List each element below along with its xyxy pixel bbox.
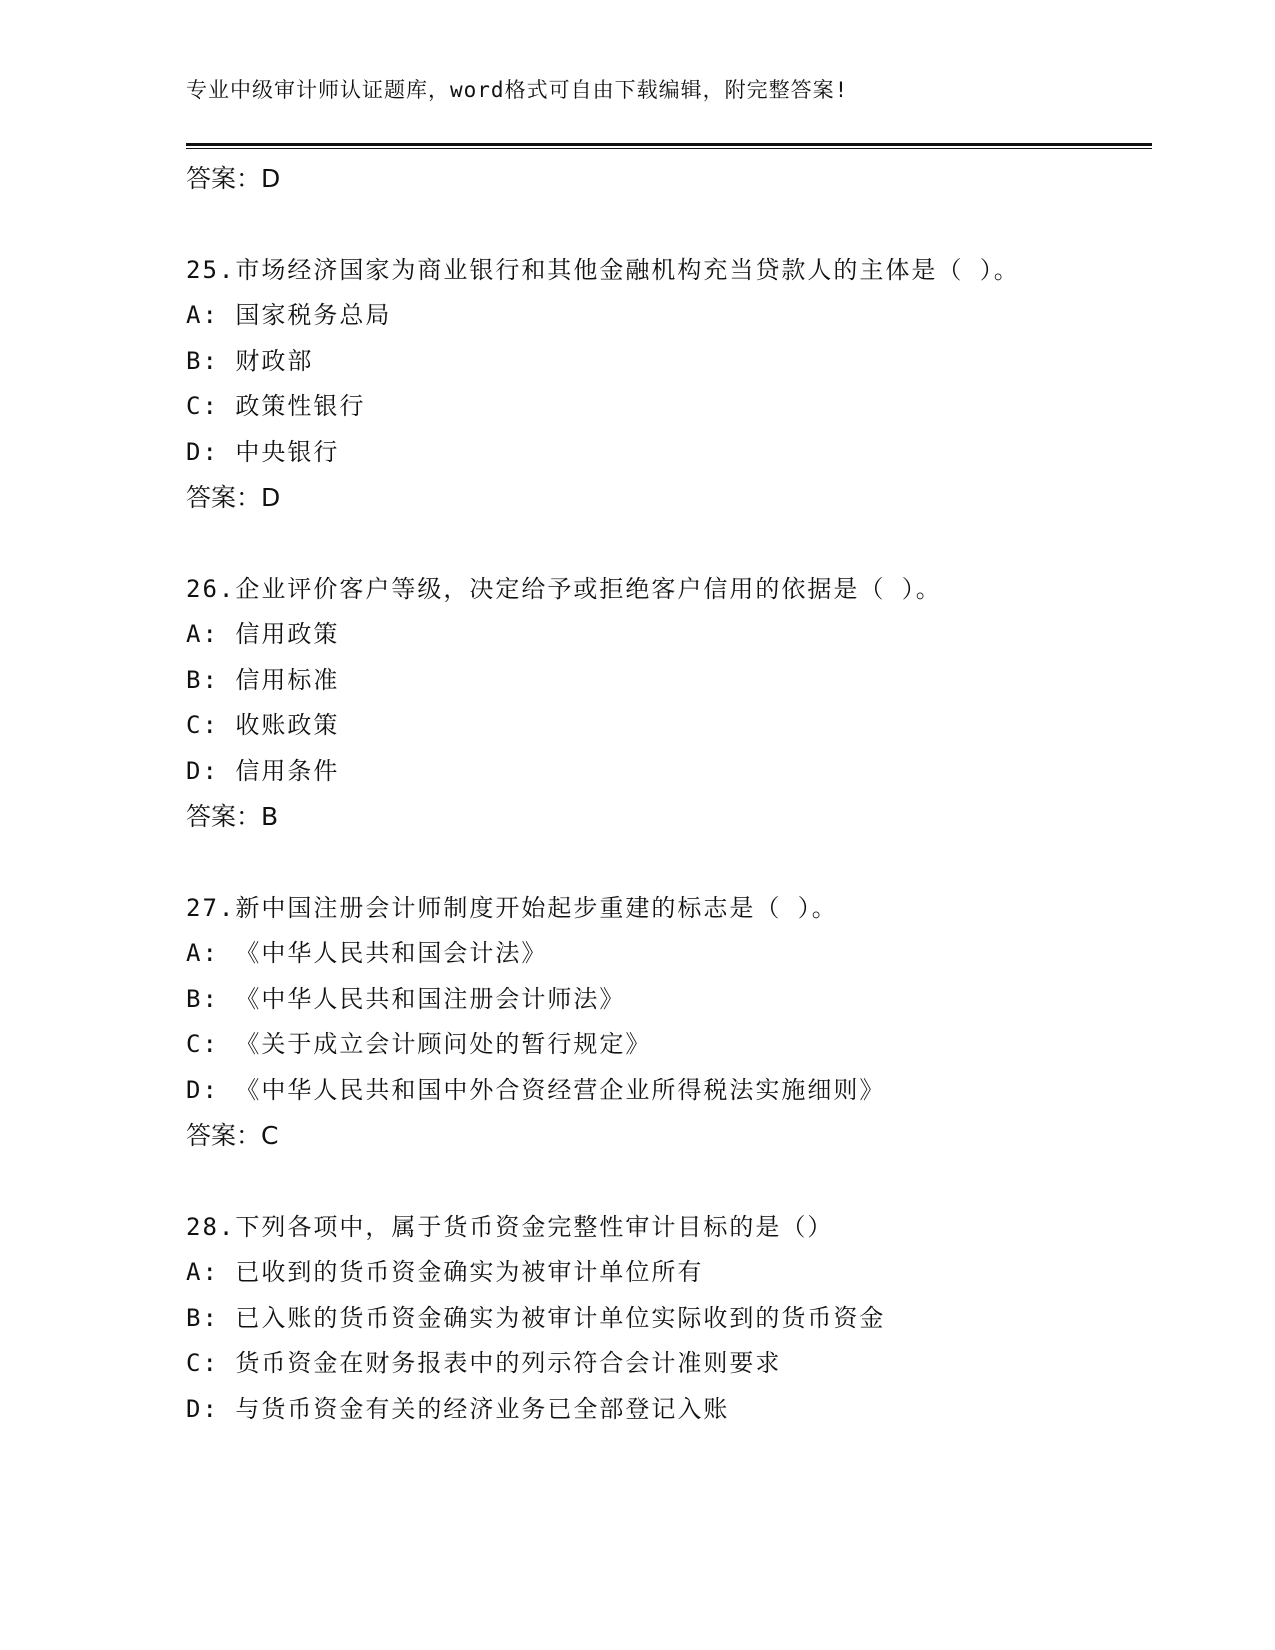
- option-d: D: 信用条件: [186, 756, 340, 785]
- header-rule-thick: [186, 143, 1152, 146]
- question-text: 25.市场经济国家为商业银行和其他金融机构充当贷款人的主体是（ ）。: [186, 256, 1020, 284]
- option-b: B: 《中华人民共和国注册会计师法》: [186, 984, 626, 1013]
- answer-label: 答案：D: [186, 164, 281, 193]
- question-28: [186, 1205, 1126, 1432]
- question-list: [186, 156, 1126, 1432]
- question-text: 26.企业评价客户等级，决定给予或拒绝客户信用的依据是（ ）。: [186, 575, 942, 603]
- question-27: [186, 886, 1126, 1159]
- header-rule-thin: [186, 148, 1152, 149]
- option-a: A: 《中华人民共和国会计法》: [186, 939, 548, 967]
- option-d: D: 与货币资金有关的经济业务已全部登记入账: [186, 1394, 730, 1423]
- question-25: [186, 248, 1126, 521]
- option-b: B: 信用标准: [186, 665, 340, 694]
- question-26: [186, 567, 1126, 840]
- option-c: C: 《关于成立会计顾问处的暂行规定》: [186, 1030, 652, 1058]
- option-d: D: 中央银行: [186, 437, 340, 466]
- answer-label: 答案：C: [186, 1121, 279, 1150]
- option-c: C: 政策性银行: [186, 392, 366, 420]
- option-a: A: 信用政策: [186, 620, 340, 648]
- option-c: C: 货币资金在财务报表中的列示符合会计准则要求: [186, 1349, 782, 1377]
- option-b: B: 已入账的货币资金确实为被审计单位实际收到的货币资金: [186, 1303, 886, 1332]
- option-a: A: 国家税务总局: [186, 301, 392, 329]
- answer-label: 答案：D: [186, 483, 281, 512]
- question-text: 28.下列各项中，属于货币资金完整性审计目标的是（）: [186, 1213, 834, 1241]
- page-header: 专业中级审计师认证题库，word格式可自由下载编辑，附完整答案!: [186, 78, 849, 102]
- option-d: D: 《中华人民共和国中外合资经营企业所得税法实施细则》: [186, 1075, 886, 1104]
- question-text: 27.新中国注册会计师制度开始起步重建的标志是（ ）。: [186, 894, 838, 922]
- option-a: A: 已收到的货币资金确实为被审计单位所有: [186, 1258, 704, 1286]
- option-b: B: 财政部: [186, 346, 314, 375]
- option-c: C: 收账政策: [186, 711, 340, 739]
- answer-label: 答案：B: [186, 802, 279, 831]
